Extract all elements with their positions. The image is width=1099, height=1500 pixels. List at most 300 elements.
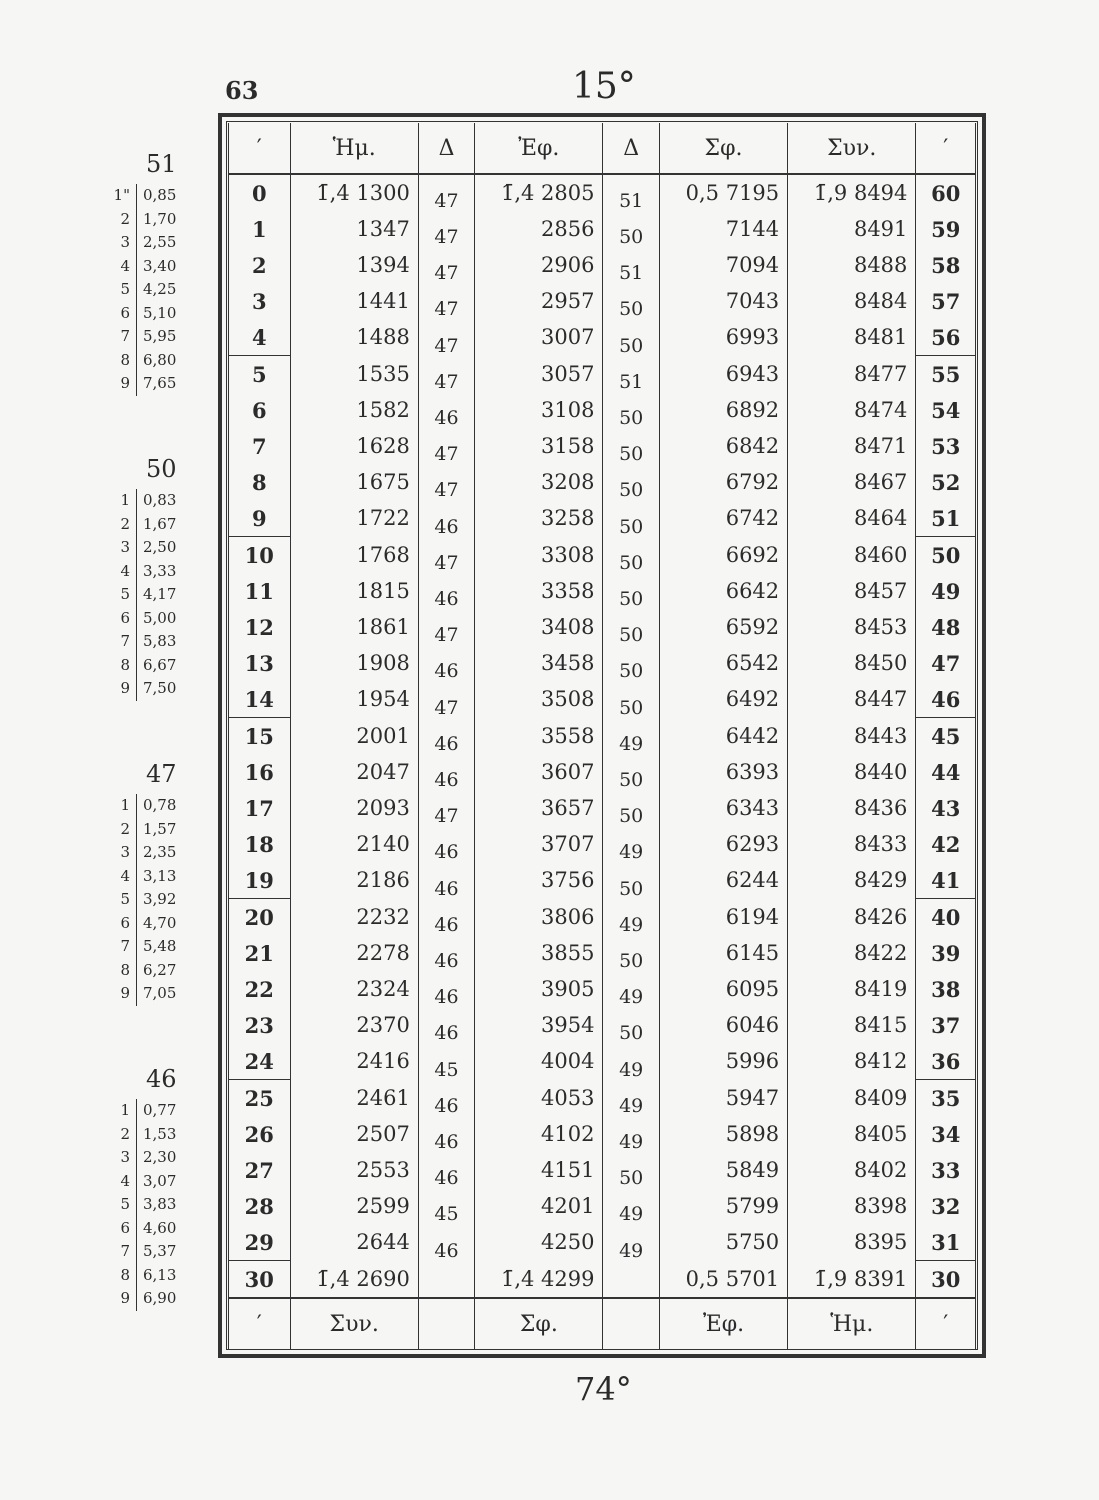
table-cell: 8 (229, 464, 291, 500)
table-cell: 7 (229, 428, 291, 464)
table-cell: 7144 (659, 211, 787, 247)
column-header: Δ (418, 123, 474, 174)
table-cell: 8491 (788, 211, 916, 247)
column-header: Ἐφ. (475, 123, 603, 174)
pp-value: 2,30 (136, 1146, 210, 1170)
table-cell: 49 (603, 1188, 659, 1224)
table-cell: 58 (916, 247, 976, 283)
table-cell: 46 (418, 1116, 474, 1152)
table-cell: 12 (229, 609, 291, 645)
table-cell: 2906 (475, 247, 603, 283)
pp-seconds: 4 (120, 1171, 130, 1190)
table-row (229, 1152, 976, 1188)
table-cell: 2 (229, 247, 291, 283)
table-cell: 47 (418, 283, 474, 319)
pp-value: 7,50 (136, 677, 210, 701)
table-cell: 3458 (475, 645, 603, 681)
column-header: ′ (229, 123, 291, 174)
table-cell: 32 (916, 1188, 976, 1224)
pp-value: 6,90 (136, 1287, 210, 1311)
pp-seconds: 2 (120, 1124, 130, 1143)
table-cell: 8474 (788, 392, 916, 428)
table-cell: 46 (418, 500, 474, 537)
table-cell: 39 (916, 935, 976, 971)
pp-value: 0,85 (136, 184, 210, 208)
table-cell: 3308 (475, 537, 603, 574)
table-cell: 3855 (475, 935, 603, 971)
table-cell: 5898 (659, 1116, 787, 1152)
table-cell: 3607 (475, 754, 603, 790)
table-cell: 8440 (788, 754, 916, 790)
table-cell: 26 (229, 1116, 291, 1152)
log-trig-table (228, 123, 976, 1349)
table-cell: 46 (418, 573, 474, 609)
table-cell: 6592 (659, 609, 787, 645)
table-cell: 30 (916, 1261, 976, 1299)
table-cell: 6993 (659, 319, 787, 356)
proportional-parts-table (110, 150, 210, 396)
table-cell: 10 (229, 537, 291, 574)
table-cell: 43 (916, 790, 976, 826)
table-cell: 46 (418, 754, 474, 790)
table-row (229, 1188, 976, 1224)
table-cell: 50 (603, 935, 659, 971)
table-cell: 47 (418, 356, 474, 393)
pp-seconds: 3 (120, 843, 130, 861)
table-cell: 45 (418, 1043, 474, 1080)
table-cell: 50 (603, 392, 659, 428)
table-cell: 48 (916, 609, 976, 645)
table-row (229, 573, 976, 609)
table-cell: 8460 (788, 537, 916, 574)
table-cell: 47 (916, 645, 976, 681)
table-cell: 46 (418, 392, 474, 428)
pp-value: 0,83 (136, 489, 210, 513)
table-row (229, 319, 976, 356)
pp-value: 2,35 (136, 841, 210, 865)
pp-seconds: 1 (120, 796, 130, 814)
table-cell: 36 (916, 1043, 976, 1080)
proportional-parts-table (110, 455, 210, 701)
table-cell: 6194 (659, 899, 787, 936)
table-cell: 47 (418, 537, 474, 574)
table-cell: 3208 (475, 464, 603, 500)
table-cell: 40 (916, 899, 976, 936)
table-cell: 45 (916, 718, 976, 755)
table-cell: 4250 (475, 1224, 603, 1261)
table-cell: 3258 (475, 500, 603, 537)
table-cell: 1 (229, 211, 291, 247)
table-cell: 1394 (290, 247, 418, 283)
table-cell: 47 (418, 319, 474, 356)
column-footer: ′ (229, 1298, 291, 1349)
table-cell: 8433 (788, 826, 916, 862)
table-cell: 47 (418, 609, 474, 645)
pp-seconds: 7 (120, 327, 130, 345)
table-cell: 0 (229, 174, 291, 211)
table-cell: 46 (418, 1080, 474, 1117)
pp-seconds: 2 (120, 819, 130, 838)
table-cell: 3905 (475, 971, 603, 1007)
table-cell: 1722 (290, 500, 418, 537)
table-cell: 9 (229, 500, 291, 537)
table-cell: 55 (916, 356, 976, 393)
table-cell: 2370 (290, 1007, 418, 1043)
pp-value: 1,70 (136, 208, 210, 232)
table-row (229, 609, 976, 645)
table-cell: 14 (229, 681, 291, 718)
pp-value: 3,07 (136, 1170, 210, 1194)
table-row (229, 1261, 976, 1299)
table-cell: 47 (418, 428, 474, 464)
table-cell: 2140 (290, 826, 418, 862)
pp-seconds: 9 (120, 679, 130, 697)
table-cell: 6293 (659, 826, 787, 862)
table-cell: 50 (603, 862, 659, 899)
table-cell: 6492 (659, 681, 787, 718)
pp-value: 5,83 (136, 630, 210, 654)
table-cell: 1582 (290, 392, 418, 428)
table-cell: 1347 (290, 211, 418, 247)
table-cell: 37 (916, 1007, 976, 1043)
table-cell: 8453 (788, 609, 916, 645)
table-cell: 1̄,4 2690 (290, 1261, 418, 1299)
table-cell: 8484 (788, 283, 916, 319)
table-cell: 2324 (290, 971, 418, 1007)
table-cell: 2278 (290, 935, 418, 971)
table-cell: 4201 (475, 1188, 603, 1224)
table-row (229, 645, 976, 681)
table-cell: 24 (229, 1043, 291, 1080)
pp-seconds: 7 (120, 937, 130, 955)
table-cell: 3408 (475, 609, 603, 645)
table-cell: 8447 (788, 681, 916, 718)
table-cell: 8488 (788, 247, 916, 283)
table-cell: 2461 (290, 1080, 418, 1117)
table-cell: 17 (229, 790, 291, 826)
table-cell: 19 (229, 862, 291, 899)
pp-seconds: 5 (120, 890, 130, 908)
table-cell: 18 (229, 826, 291, 862)
table-cell: 3057 (475, 356, 603, 393)
table-row (229, 862, 976, 899)
table-cell: 47 (418, 211, 474, 247)
pp-value: 4,70 (136, 912, 210, 936)
pp-seconds: 1" (113, 186, 130, 204)
table-cell: 2856 (475, 211, 603, 247)
table-cell: 7043 (659, 283, 787, 319)
table-row (229, 1043, 976, 1080)
table-cell: 47 (418, 174, 474, 211)
table-cell: 46 (418, 1224, 474, 1261)
table-row (229, 1007, 976, 1043)
table-row (229, 790, 976, 826)
table-cell: 6842 (659, 428, 787, 464)
pp-seconds: 5 (120, 585, 130, 603)
column-header: Ἡμ. (290, 123, 418, 174)
pp-seconds: 6 (120, 913, 130, 932)
table-cell: 52 (916, 464, 976, 500)
table-row (229, 971, 976, 1007)
table-row (229, 174, 976, 211)
table-cell: 49 (916, 573, 976, 609)
pp-value: 4,17 (136, 583, 210, 607)
table-cell: 3508 (475, 681, 603, 718)
table-cell: 1535 (290, 356, 418, 393)
pp-value: 1,53 (136, 1123, 210, 1147)
table-cell: 34 (916, 1116, 976, 1152)
pp-seconds: 3 (120, 233, 130, 251)
column-header: Συν. (788, 123, 916, 174)
table-cell: 20 (229, 899, 291, 936)
pp-seconds: 3 (120, 1148, 130, 1166)
table-cell: 2186 (290, 862, 418, 899)
table-cell: 5947 (659, 1080, 787, 1117)
table-cell: 51 (916, 500, 976, 537)
table-cell: 8481 (788, 319, 916, 356)
pp-value: 5,37 (136, 1240, 210, 1264)
table-cell: 2416 (290, 1043, 418, 1080)
pp-seconds: 8 (120, 350, 130, 369)
table-cell: 47 (418, 247, 474, 283)
table-row (229, 500, 976, 537)
table-cell: 8415 (788, 1007, 916, 1043)
table-cell: 8450 (788, 645, 916, 681)
table-cell: 5750 (659, 1224, 787, 1261)
table-cell: 22 (229, 971, 291, 1007)
table-cell: 56 (916, 319, 976, 356)
table-cell: 5996 (659, 1043, 787, 1080)
table-cell: 2093 (290, 790, 418, 826)
pp-value: 6,13 (136, 1264, 210, 1288)
table-cell: 1954 (290, 681, 418, 718)
table-cell: 46 (418, 1152, 474, 1188)
table-row (229, 283, 976, 319)
column-footer: Ἡμ. (788, 1298, 916, 1349)
pp-value: 5,10 (136, 302, 210, 326)
table-cell: 16 (229, 754, 291, 790)
table-cell: 6046 (659, 1007, 787, 1043)
table-cell: 49 (603, 899, 659, 936)
pp-seconds: 4 (120, 561, 130, 580)
table-cell: 3158 (475, 428, 603, 464)
pp-seconds: 8 (120, 1265, 130, 1284)
table-footer (229, 1298, 976, 1349)
table-cell: 6943 (659, 356, 787, 393)
table-cell: 6642 (659, 573, 787, 609)
table-cell: 1̄,4 2805 (475, 174, 603, 211)
column-header: Σφ. (659, 123, 787, 174)
column-footer (418, 1298, 474, 1349)
table-cell: 8426 (788, 899, 916, 936)
table-cell: 47 (418, 681, 474, 718)
table-cell: 13 (229, 645, 291, 681)
table-cell: 0,5 5701 (659, 1261, 787, 1299)
table-cell: 57 (916, 283, 976, 319)
pp-value: 0,78 (136, 794, 210, 818)
pp-value: 7,05 (136, 982, 210, 1006)
table-header (229, 123, 976, 174)
table-cell: 1675 (290, 464, 418, 500)
pp-value: 6,80 (136, 349, 210, 373)
pp-value: 2,55 (136, 231, 210, 255)
column-footer (603, 1298, 659, 1349)
table-cell: 2232 (290, 899, 418, 936)
pp-seconds: 5 (120, 1195, 130, 1213)
table-cell: 46 (418, 935, 474, 971)
table-cell: 6442 (659, 718, 787, 755)
table-row (229, 935, 976, 971)
table-body (229, 174, 976, 1298)
table-row (229, 464, 976, 500)
table-cell: 51 (603, 174, 659, 211)
table-cell: 51 (603, 247, 659, 283)
table-row (229, 392, 976, 428)
table-cell: 53 (916, 428, 976, 464)
table-cell: 27 (229, 1152, 291, 1188)
table-cell: 15 (229, 718, 291, 755)
table-cell: 6 (229, 392, 291, 428)
table-cell: 50 (603, 428, 659, 464)
table-cell: 23 (229, 1007, 291, 1043)
table-cell: 49 (603, 826, 659, 862)
table-row (229, 211, 976, 247)
pp-value: 1,67 (136, 513, 210, 537)
table-cell: 51 (603, 356, 659, 393)
table-cell: 50 (603, 681, 659, 718)
table-cell: 49 (603, 971, 659, 1007)
table-cell: 2001 (290, 718, 418, 755)
pp-seconds: 8 (120, 655, 130, 674)
table-cell: 1768 (290, 537, 418, 574)
table-cell: 6145 (659, 935, 787, 971)
page-footer: 74° (575, 1370, 632, 1408)
pp-seconds: 4 (120, 256, 130, 275)
table-cell: 1̄,4 1300 (290, 174, 418, 211)
pp-seconds: 2 (120, 209, 130, 228)
table-row (229, 247, 976, 283)
table-cell: 3358 (475, 573, 603, 609)
page-number: 63 (225, 76, 259, 105)
table-cell: 1̄,9 8494 (788, 174, 916, 211)
table-cell: 46 (418, 899, 474, 936)
table-cell: 3756 (475, 862, 603, 899)
table-cell: 5849 (659, 1152, 787, 1188)
table-cell: 6244 (659, 862, 787, 899)
pp-value: 3,40 (136, 255, 210, 279)
table-cell: 46 (418, 645, 474, 681)
pp-value: 6,67 (136, 654, 210, 678)
table-cell: 50 (603, 319, 659, 356)
table-cell: 8471 (788, 428, 916, 464)
table-cell: 2644 (290, 1224, 418, 1261)
table-row (229, 718, 976, 755)
column-header: Δ (603, 123, 659, 174)
pp-value: 2,50 (136, 536, 210, 560)
table-cell: 4151 (475, 1152, 603, 1188)
table-row (229, 826, 976, 862)
table-cell: 3657 (475, 790, 603, 826)
pp-seconds: 3 (120, 538, 130, 556)
column-footer: Ἐφ. (659, 1298, 787, 1349)
table-cell: 50 (603, 645, 659, 681)
pp-seconds: 9 (120, 374, 130, 392)
pp-seconds: 2 (120, 514, 130, 533)
table-cell: 8436 (788, 790, 916, 826)
table-cell: 1908 (290, 645, 418, 681)
proportional-parts-heading: 50 (146, 455, 177, 483)
table-cell: 44 (916, 754, 976, 790)
table-cell: 1815 (290, 573, 418, 609)
table-cell: 3954 (475, 1007, 603, 1043)
pp-value: 6,27 (136, 959, 210, 983)
pp-value: 5,48 (136, 935, 210, 959)
table-cell: 8419 (788, 971, 916, 1007)
table-cell: 59 (916, 211, 976, 247)
table-row (229, 356, 976, 393)
table-cell: 7094 (659, 247, 787, 283)
table-cell: 4102 (475, 1116, 603, 1152)
table-cell (603, 1261, 659, 1299)
column-header: ′ (916, 123, 976, 174)
proportional-parts-table (110, 760, 210, 1006)
pp-value: 1,57 (136, 818, 210, 842)
table-cell: 6742 (659, 500, 787, 537)
pp-value: 3,83 (136, 1193, 210, 1217)
table-cell: 49 (603, 1224, 659, 1261)
pp-seconds: 9 (120, 1289, 130, 1307)
pp-value: 7,65 (136, 372, 210, 396)
table-row (229, 428, 976, 464)
table-cell: 0,5 7195 (659, 174, 787, 211)
table-cell: 46 (418, 718, 474, 755)
pp-seconds: 5 (120, 280, 130, 298)
table-cell: 31 (916, 1224, 976, 1261)
table-cell: 2507 (290, 1116, 418, 1152)
table-row (229, 681, 976, 718)
table-cell: 8477 (788, 356, 916, 393)
pp-value: 3,33 (136, 560, 210, 584)
proportional-parts-heading: 51 (146, 150, 177, 178)
table-cell: 49 (603, 1080, 659, 1117)
table-cell: 8402 (788, 1152, 916, 1188)
pp-value: 0,77 (136, 1099, 210, 1123)
table-cell: 4053 (475, 1080, 603, 1117)
proportional-parts-heading: 46 (146, 1065, 177, 1093)
column-footer: Σφ. (475, 1298, 603, 1349)
table-row (229, 899, 976, 936)
table-cell: 8429 (788, 862, 916, 899)
proportional-parts-table (110, 1065, 210, 1311)
table-cell: 8398 (788, 1188, 916, 1224)
pp-value: 5,95 (136, 325, 210, 349)
table-cell: 41 (916, 862, 976, 899)
table-row (229, 754, 976, 790)
table-cell: 5799 (659, 1188, 787, 1224)
table-cell: 54 (916, 392, 976, 428)
table-cell: 8395 (788, 1224, 916, 1261)
table-cell (418, 1261, 474, 1299)
page-title: 15° (572, 66, 636, 107)
table-cell: 46 (418, 826, 474, 862)
table-cell: 46 (418, 1007, 474, 1043)
table-cell: 3108 (475, 392, 603, 428)
table-cell: 50 (603, 754, 659, 790)
table-cell: 3 (229, 283, 291, 319)
table-cell: 25 (229, 1080, 291, 1117)
table-cell: 1861 (290, 609, 418, 645)
table-row (229, 537, 976, 574)
